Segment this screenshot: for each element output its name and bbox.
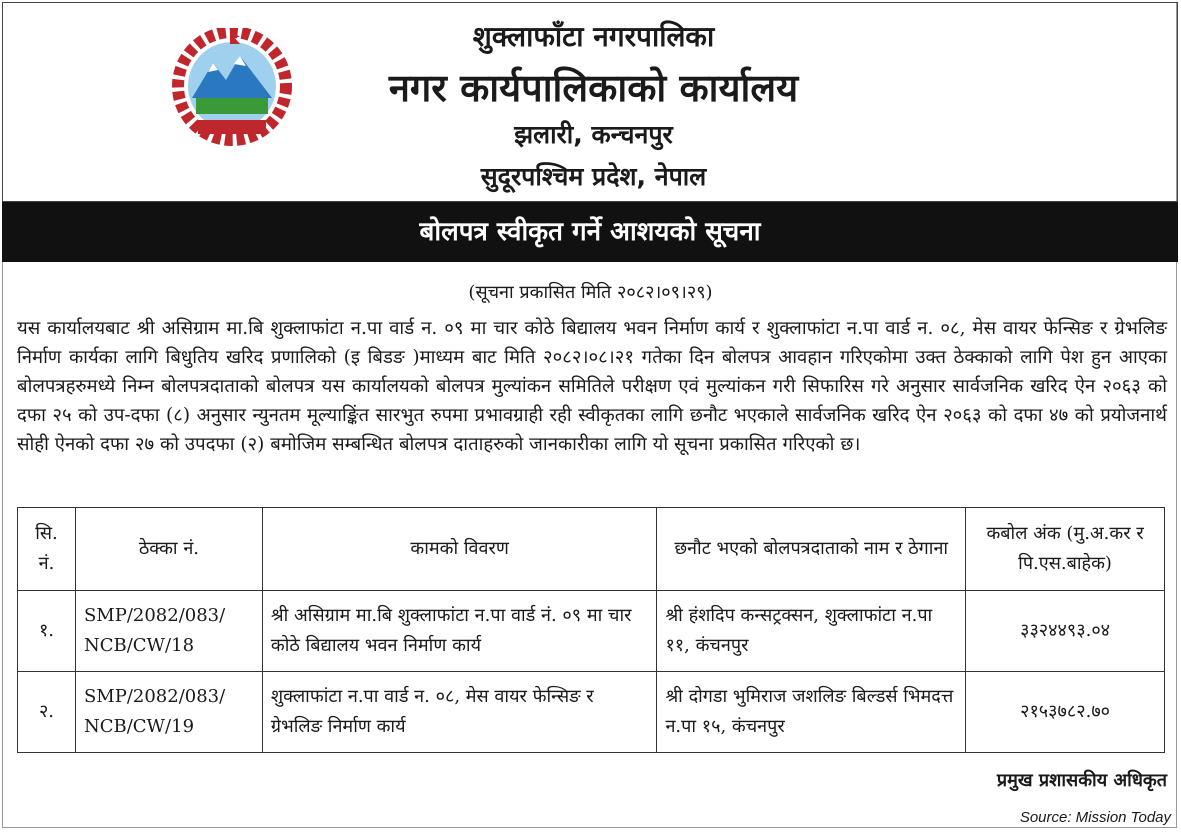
- cell-work: शुक्लाफांटा न.पा वार्ड न. ०८, मेस वायर फेन्सिङ र ग्रेभलिङ निर्माण कार्य: [262, 672, 657, 753]
- header-contract: ठेक्का नं.: [75, 508, 262, 591]
- cell-amount: २१५३७८२.७०: [966, 672, 1165, 753]
- publish-date: (सूचना प्रकासित मिति २०८२।०९।२९): [468, 282, 713, 303]
- cell-sn: २.: [18, 672, 76, 753]
- cell-bidder: श्री हंशदिप कन्सट्रक्सन, शुक्लाफांटा न.पा ११, कंचनपुर: [657, 591, 966, 672]
- cell-sn: १.: [18, 591, 76, 672]
- header-sn: सि. नं.: [18, 508, 76, 591]
- table-row: [18, 591, 1165, 672]
- province-name: सुदूरपश्चिम प्रदेश, नेपाल: [480, 162, 707, 191]
- header-amount: कबोल अंक (मु.अ.कर र पि.एस.बाहेक): [966, 508, 1165, 591]
- header-work: कामको विवरण: [262, 508, 657, 591]
- cell-bidder: श्री दोगडा भुमिराज जशलिङ बिल्डर्स भिमदत्त न.पा १५, कंचनपुर: [657, 672, 966, 753]
- source-credit: Source: Mission Today: [1019, 809, 1171, 826]
- municipality-name: शुक्लाफाँटा नगरपालिका: [472, 20, 715, 53]
- office-name: नगर कार्यपालिकाको कार्यालय: [388, 66, 799, 110]
- cell-contract: SMP/2082/083/ NCB/CW/18: [75, 591, 262, 672]
- table-header-row: [18, 508, 1165, 591]
- office-address: झलारी, कन्चनपुर: [514, 120, 673, 149]
- notice-title: बोलपत्र स्वीकृत गर्ने आशयको सूचना: [2, 202, 1178, 262]
- cell-work: श्री असिग्राम मा.बि शुक्लाफांटा न.पा वार्ड नं. ०९ मा चार कोठे बिद्यालय भवन निर्माण कार्य: [262, 591, 657, 672]
- cell-contract: SMP/2082/083/ NCB/CW/19: [75, 672, 262, 753]
- cell-amount: ३३२४४९३.०४: [966, 591, 1165, 672]
- letterhead: [2, 2, 1178, 202]
- table-row: [18, 672, 1165, 753]
- signatory-title: प्रमुख प्रशासकीय अधिकृत: [996, 770, 1167, 791]
- notice-body: यस कार्यालयबाट श्री असिग्राम मा.बि शुक्लाफांटा न.पा वार्ड न. ०९ मा चार कोठे बिद्यालय भवन निर्माण कार्य र शुक्लाफांटा न.पा वार्ड न. ०८, मेस वायर फेन्सिङ र ग्रेभलिङ निर्माण कार्यका लागि बिधुतिय खरिद प्रणालिको (इ बिडङ )माध्यम बाट मिति २०८२।०८।२१ गतेका दिन बोलपत्र आवहान गरिएकोमा उक्त ठेक्काको लागि पेश हुन आएका बोलपत्रहरुमध्ये निम्न बोलपत्रदाताको बोलपत्र यस कार्यालयको बोलपत्र मुल्यांकन समितिले परीक्षण एवं मुल्यांकन गरी सिफारिस गरे अनुसार सार्वजनिक खरिद ऐन २०६३ को दफा २५ को उप-दफा (८) अनुसार न्युनतम मूल्याङ्किंत सारभुत रुपमा प्रभावग्राही रही स्वीकृतका लागि छनौट भएकाले सार्वजनिक खरिद ऐन २०६३ को दफा ४७ को प्रयोजनार्थ सोही ऐनको दफा २७ को उपदफा (२) बमोजिम सम्बन्धित बोलपत्र दाताहरुको जानकारीका लागि यो सूचना प्रकासित गरिएको छ।: [17, 318, 1167, 455]
- header-bidder: छनौट भएको बोलपत्रदाताको नाम र ठेगाना: [657, 508, 966, 591]
- award-table: [17, 507, 1165, 753]
